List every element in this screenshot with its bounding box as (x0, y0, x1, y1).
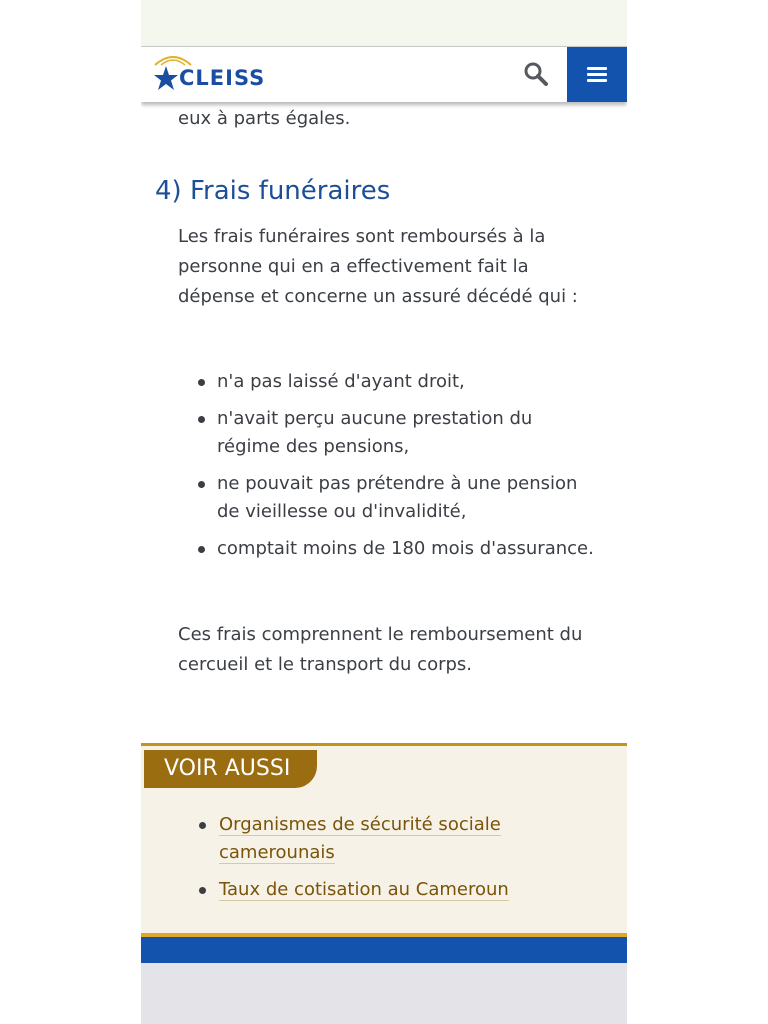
list-item (178, 368, 598, 396)
star-icon (153, 65, 179, 91)
site-header (141, 46, 627, 102)
list-item-text: ne pouvait pas prétendre à une pension de vieillesse ou d'invalidité, (217, 473, 578, 522)
content-column (141, 0, 627, 1024)
voir-aussi-section (141, 743, 627, 936)
list-item (199, 811, 609, 867)
related-link-organismes[interactable]: Organismes de sécurité sociale camerounais (219, 814, 501, 863)
bullet-icon (198, 481, 205, 488)
list-item (178, 405, 598, 461)
bullet-icon (198, 546, 205, 553)
list-item (199, 876, 609, 904)
search-icon (521, 59, 553, 91)
conditions-list (178, 368, 598, 572)
list-item-text: n'avait perçu aucune prestation du régime des pensions, (217, 408, 533, 457)
hamburger-menu-icon (587, 67, 607, 70)
search-button[interactable] (521, 59, 553, 91)
section-title: 4) Frais funéraires (155, 176, 391, 206)
bullet-icon (198, 379, 205, 386)
previous-paragraph-tail: eux à parts égales. (178, 108, 351, 129)
logo-text: CLEISS (179, 66, 266, 90)
voir-aussi-title: VOIR AUSSI (164, 756, 291, 781)
bullet-icon (199, 887, 206, 894)
footer-blue-band (141, 937, 627, 963)
logo[interactable] (153, 51, 313, 99)
list-item-text: comptait moins de 180 mois d'assurance. (217, 538, 594, 559)
menu-button[interactable] (567, 47, 627, 102)
closing-paragraph: Ces frais comprennent le remboursement du cercueil et le transport du corps. (178, 624, 583, 675)
related-links-list (199, 811, 609, 913)
top-band (141, 0, 627, 46)
bullet-icon (198, 416, 205, 423)
list-item (178, 470, 598, 526)
bullet-icon (199, 822, 206, 829)
list-item (178, 535, 598, 563)
related-link-taux[interactable]: Taux de cotisation au Cameroun (219, 879, 509, 900)
voir-aussi-tab (144, 750, 317, 788)
list-item-text: n'a pas laissé d'ayant droit, (217, 371, 465, 392)
intro-paragraph: Les frais funéraires sont remboursés à la personne qui en a effectivement fait la dépense et concerne un assuré décédé qui : (178, 226, 578, 307)
footer-grey-area (141, 963, 627, 1024)
